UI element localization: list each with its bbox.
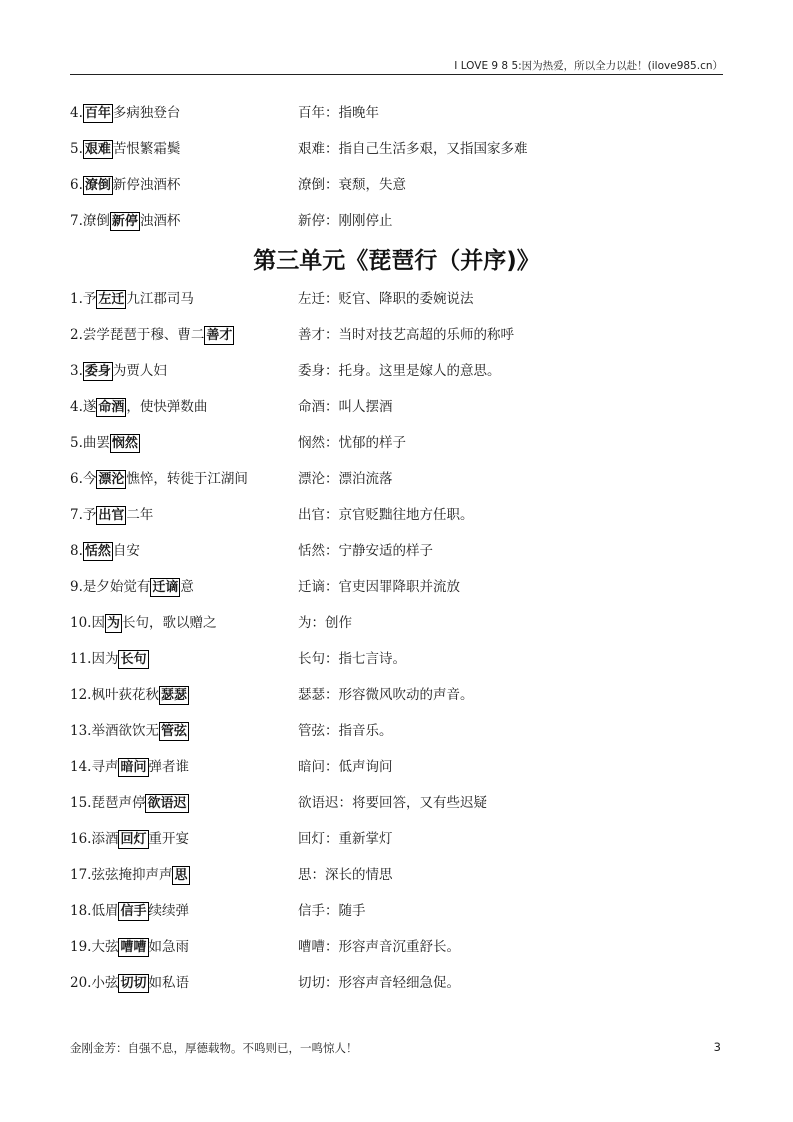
entry-definition: 漂沦：漂泊流落 [298,471,393,487]
highlighted-term: 恬然 [84,544,111,559]
sentence-prefix: 7.予 [70,507,97,523]
entry-definition: 左迁：贬官、降职的委婉说法 [298,291,474,307]
entry-sentence [70,612,217,634]
entry-sentence [70,102,180,124]
sentence-prefix: 9.是夕始觉有 [70,579,151,595]
sentence-suffix: 浊酒杯 [139,213,181,229]
sentence-prefix: 15.琵琶声停 [70,795,146,811]
highlighted-term: 嘈嘈 [120,940,147,955]
sentence-prefix: 13.举酒欲饮无 [70,723,159,739]
entry-definition: 百年：指晚年 [298,105,379,121]
entry-sentence [70,936,189,958]
entry-sentence [70,756,189,778]
highlighted-term: 迁谪 [152,580,179,595]
sentence-suffix: 重开宴 [148,831,189,847]
highlighted-term: 悯然 [111,436,138,451]
highlighted-term: 善才 [206,328,233,343]
entry-sentence [70,972,189,994]
sentence-suffix: 长句，歌以赠之 [122,615,217,631]
sentence-prefix: 19.大弦 [70,939,119,955]
sentence-suffix: 为贾人妇 [112,363,167,379]
highlighted-term: 艰难 [84,142,111,157]
sentence-prefix: 2.尝学琵琶于穆、曹二 [70,327,205,343]
entry-definition: 管弦：指音乐。 [298,723,393,739]
entry-sentence [70,360,167,382]
highlighted-term: 新停 [111,214,138,229]
sentence-prefix: 3. [70,363,83,379]
highlighted-term: 出官 [98,508,125,523]
entry-definition: 悯然：忧郁的样子 [298,435,406,451]
highlighted-term: 百年 [84,106,111,121]
highlighted-term: 管弦 [160,724,187,739]
entry-sentence [70,684,189,706]
entry-definition: 长句：指七言诗。 [298,651,406,667]
entry-sentence [70,900,189,922]
sentence-prefix: 5.曲罢 [70,435,110,451]
sentence-prefix: 17.弦弦掩抑声声 [70,867,173,883]
entry-definition: 暗问：低声询问 [298,759,393,775]
sentence-prefix: 7.潦倒 [70,213,110,229]
entry-definition: 嘈嘈：形容声音沉重舒长。 [298,939,460,955]
entry-definition: 瑟瑟：形容微风吹动的声音。 [298,687,474,703]
highlighted-term: 欲语迟 [147,796,187,811]
entry-sentence [70,828,189,850]
highlighted-term: 左迁 [98,292,125,307]
entry-sentence [70,864,190,886]
entry-sentence [70,210,180,232]
section-title: 第三单元《琵琶行（并序)》 [253,248,540,274]
sentence-prefix: 11.因为 [70,651,119,667]
sentence-prefix: 8. [70,543,83,559]
entry-definition: 善才：当时对技艺高超的乐师的称呼 [298,327,514,343]
sentence-suffix: 续续弹 [148,903,189,919]
entry-definition: 出官：京官贬黜往地方任职。 [298,507,474,523]
entry-definition: 潦倒：衰颓，失意 [298,177,406,193]
sentence-prefix: 6.今 [70,471,97,487]
entry-sentence [70,576,194,598]
sentence-suffix: ，使快弹数曲 [126,399,208,415]
highlighted-term: 长句 [120,652,147,667]
sentence-prefix: 4. [70,105,83,121]
entry-sentence [70,468,248,490]
sentence-suffix: 苦恨繁霜鬓 [112,141,181,157]
highlighted-term: 漂沦 [98,472,125,487]
sentence-suffix: 多病独登台 [112,105,181,121]
entry-definition: 回灯：重新掌灯 [298,831,393,847]
sentence-suffix: 憔悴，转徙于江湖间 [126,471,248,487]
sentence-prefix: 12.枫叶荻花秋 [70,687,159,703]
entry-sentence [70,138,180,160]
entry-definition: 恬然：宁静安适的样子 [298,543,433,559]
sentence-suffix: 弹者谁 [148,759,189,775]
entry-definition: 艰难：指自己生活多艰，又指国家多难 [298,141,528,157]
highlighted-term: 潦倒 [84,178,111,193]
entry-sentence [70,174,180,196]
sentence-prefix: 20.小弦 [70,975,119,991]
entry-definition: 为：创作 [298,615,352,631]
page-number: 3 [713,1040,721,1054]
sentence-prefix: 14.寻声 [70,759,119,775]
highlighted-term: 回灯 [120,832,147,847]
highlighted-term: 委身 [84,364,111,379]
entry-definition: 欲语迟：将要回答，又有些迟疑 [298,795,487,811]
entry-sentence [70,288,194,310]
entry-sentence [70,792,189,814]
highlighted-term: 命酒 [98,400,125,415]
sentence-prefix: 1.予 [70,291,97,307]
entry-definition: 信手：随手 [298,903,366,919]
sentence-suffix: 九江郡司马 [126,291,194,307]
sentence-prefix: 10.因 [70,615,105,631]
sentence-suffix: 意 [180,579,194,595]
entry-definition: 命酒：叫人摆酒 [298,399,393,415]
entry-definition: 迁谪：官吏因罪降职并流放 [298,579,460,595]
highlighted-term: 瑟瑟 [160,688,187,703]
entry-sentence [70,324,234,346]
entry-definition: 新停：刚刚停止 [298,213,393,229]
sentence-suffix: 新停浊酒杯 [112,177,181,193]
entry-sentence [70,504,153,526]
header-text: I LOVE 9 8 5:因为热爱，所以全力以赴！(ilove985.cn） [454,60,723,72]
sentence-suffix: 自安 [112,543,140,559]
sentence-prefix: 18.低眉 [70,903,119,919]
entry-sentence [70,396,207,418]
entry-sentence [70,432,140,454]
sentence-prefix: 4.遂 [70,399,97,415]
entry-definition: 委身：托身。这里是嫁人的意思。 [298,363,501,379]
entry-sentence [70,648,149,670]
highlighted-term: 为 [106,616,120,631]
sentence-prefix: 6. [70,177,83,193]
highlighted-term: 暗问 [120,760,147,775]
entry-definition: 切切：形容声音轻细急促。 [298,975,460,991]
page-header [70,56,723,75]
footer-motto: 金刚金芳：自强不息，厚德载物。不鸣则已，一鸣惊人！ [70,1041,358,1055]
highlighted-term: 切切 [120,976,147,991]
sentence-suffix: 如急雨 [148,939,189,955]
entry-definition: 思：深长的情思 [298,867,393,883]
entry-sentence [70,540,140,562]
sentence-suffix: 二年 [126,507,154,523]
sentence-prefix: 16.添酒 [70,831,119,847]
highlighted-term: 信手 [120,904,147,919]
sentence-prefix: 5. [70,141,83,157]
sentence-suffix: 如私语 [148,975,189,991]
highlighted-term: 思 [174,868,188,883]
entry-sentence [70,720,189,742]
